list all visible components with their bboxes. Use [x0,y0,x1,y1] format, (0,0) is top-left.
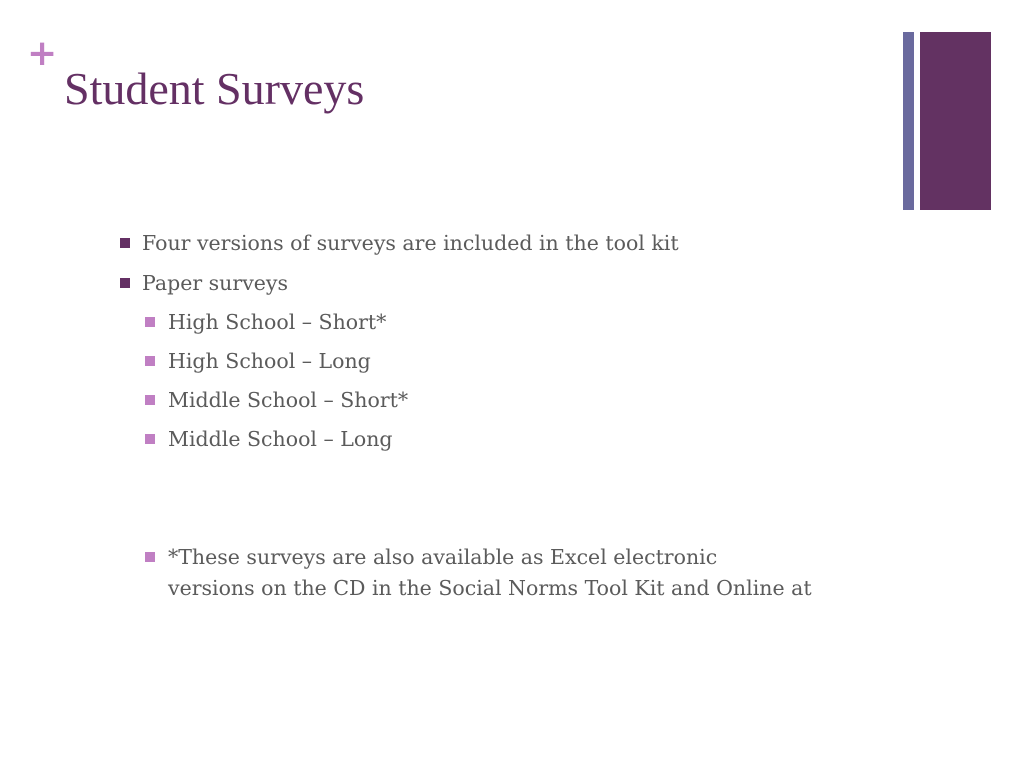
list-item-text: Middle School – Short* [168,388,409,412]
list-item [168,307,386,338]
footnote-line-2: versions on the CD in the Social Norms Tool Kit and Online at [168,576,812,600]
square-bullet-icon [145,317,155,327]
list-item-text: Middle School – Long [168,427,393,451]
square-bullet-icon [145,395,155,405]
plus-icon: + [27,33,58,74]
square-bullet-icon [145,434,155,444]
square-bullet-icon [120,238,130,248]
list-item-text: High School – Long [168,349,371,373]
list-item-text: High School – Short* [168,310,387,334]
square-bullet-icon [145,552,155,562]
list-item [168,346,371,377]
footnote [168,542,908,604]
square-bullet-icon [120,278,130,288]
list-item [168,385,408,416]
list-item [168,424,393,455]
list-item-text: Four versions of surveys are included in the tool kit [142,231,679,255]
list-item-text: Paper surveys [142,271,289,295]
list-item [142,268,288,299]
list-item [142,228,679,259]
footnote-line-1: *These surveys are also available as Excel electronic [168,545,718,569]
square-bullet-icon [145,356,155,366]
slide-title: Student Surveys [64,63,365,114]
